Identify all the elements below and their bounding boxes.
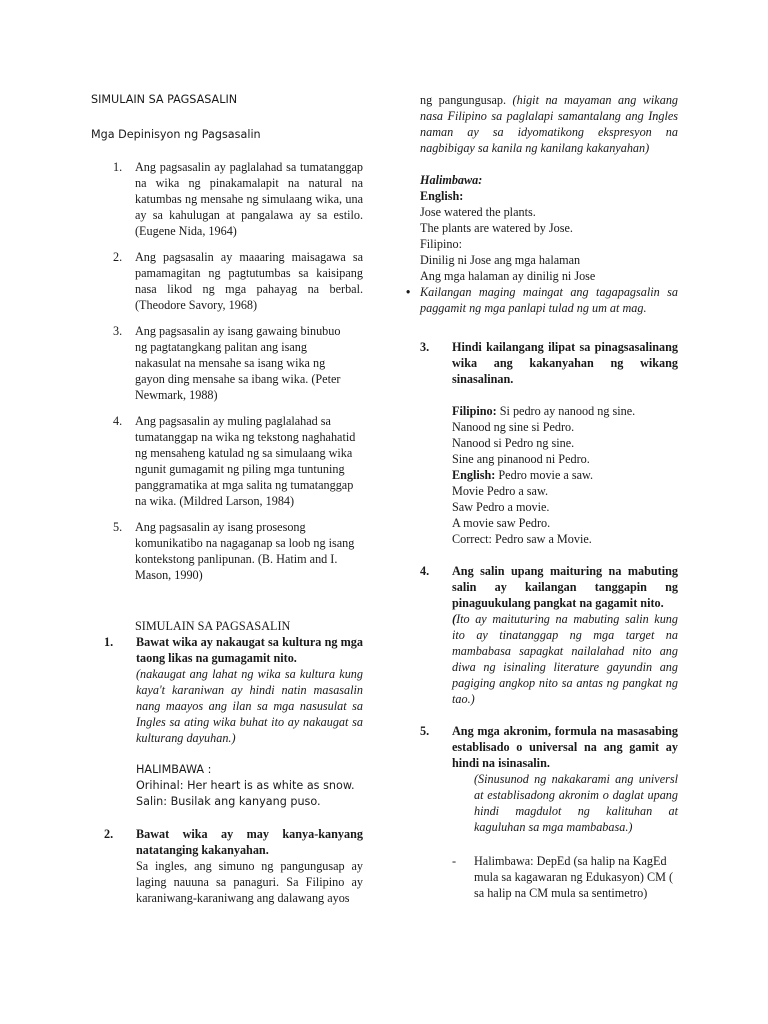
principle-4: 4. Ang salin upang maituring na mabuting salin ay kailangan tanggapin ng pinaguukulang pangkat na gagamit nito. (Ito ay maituturing na mabuting salin kung ito ay tinatanggap ng mga target na mambabasa sapagkat nailalahad nito ang diwa ng isinaling literature gayundin ang pagiging angkop nito sa antas ng pangkat ng tao.) xyxy=(420,564,678,706)
english-label: English: xyxy=(420,189,464,203)
list-item: 2. Ang pagsasalin ay maaaring maisagawa sa pamamagitan ng pagtutumbas sa kaisipang nasa likod ng mga pahayag na berbal. (Theodore Savory, 1968) xyxy=(113,250,363,312)
definitions-subheading: Mga Depinisyon ng Pagsasalin xyxy=(91,128,261,141)
list-item: 1. Ang pagsasalin ay paglalahad sa tumatanggap na wika ng pinakamalapit na natural na katumbas ng mensahe ng simulaang wika, una ay sa kahulugan at pangalawa ay sa estilo. (Eugene Nida, 1964) xyxy=(113,160,363,238)
example-line: Ang mga halaman ay dinilig ni Jose xyxy=(420,269,596,283)
principle-title: Ang salin upang maituring na mabuting salin ay kailangan tanggapin ng pinaguukulang pangkat na gagamit nito. xyxy=(452,564,678,610)
example-line: The plants are watered by Jose. xyxy=(420,221,573,235)
example-line: Sine ang pinanood ni Pedro. xyxy=(452,452,590,466)
list-item: 4. Ang pagsasalin ay muling paglalahad sa tumatanggap na wika ng tekstong naghahatid ng mensaheng katulad ng sa simulaang wika ngunit gumagamit ng piling mga tuntuning panggramatika at mga salita ng tumatanggap na wika. (Mildred Larson, 1984) xyxy=(113,414,356,508)
example-item: - Halimbawa: DepEd (sa halip na KagEd mula sa kagawaran ng Edukasyon) CM ( sa halip na CM mula sa sentimetro) xyxy=(452,854,674,900)
example-line: A movie saw Pedro. xyxy=(452,516,551,530)
dash-glyph: - xyxy=(452,854,457,868)
left-column xyxy=(91,92,363,906)
example-line: Movie Pedro a saw. xyxy=(452,484,549,498)
principle-note: (Sinusunod ng nakakarami ang universl at establisadong akronim o daglat upang hindi magdulot ng kalituhan at kaguluhan sa mga mambabasa.) xyxy=(474,772,678,834)
principle-2: 2. Bawat wika ay may kanya-kanyang natatanging kakanyahan. Sa ingles, ang simuno ng pangungusap ay laging nauuna sa panaguri. Sa Filipino ay karaniwang-karaniwang ang dalawang ayos xyxy=(104,827,363,905)
principle-note: (nakaugat ang lahat ng wika sa kultura kung kaya't karaniwan ay hindi natin masasalin nang maayos ang ilan sa mga nasusulat sa Ingles sa ating wika buhat ito ay nakaugat sa kulturang dayuhan.) xyxy=(136,667,363,745)
principle-title: Ang mga akronim, formula na masasabing establisado o universal na ang gamit ay hindi na isinasalin. xyxy=(452,724,678,770)
principle-title: Bawat wika ay may kanya-kanyang natatanging kakanyahan. xyxy=(136,827,363,857)
example-line: Dinilig ni Jose ang mga halaman xyxy=(420,253,581,267)
right-column xyxy=(406,92,679,901)
principle-5: 5. Ang mga akronim, formula na masasabing establisado o universal na ang gamit ay hindi na isinasalin. (Sinusunod ng nakakarami ang universl at establisadong akronim o daglat upang hindi magdulot ng kalituhan at kaguluhan sa mga mambabasa.) - Halimbawa: DepEd (sa halip na KagEd mula sa kagawaran ng Edukasyon) CM ( sa halip na CM mula sa sentimetro) xyxy=(420,724,678,900)
list-item: 3. Ang pagsasalin ay isang gawaing binubuo ng pagtatangkang palitan ang isang nakasulat na mensahe sa isang wika ng gayon ding mensahe sa ibang wika. (Peter Newmark, 1988) xyxy=(113,324,341,402)
list-item: 5. Ang pagsasalin ay isang prosesong komunikatibo na nagaganap sa loob ng isang kontekstong panlipunan. (B. Hatim and I. Mason, 1990) xyxy=(113,520,355,582)
simulain-section xyxy=(91,618,363,906)
principle-title: Hindi kailangang ilipat sa pinagsasalinang wika ang kakanyahan ng wikang sinasalinan. xyxy=(452,340,678,386)
bullet-glyph: • xyxy=(406,285,411,299)
definitions-list xyxy=(91,159,363,583)
example-label: Halimbawa: xyxy=(420,173,483,187)
filipino-example: Filipino: Si pedro ay nanood ng sine. xyxy=(452,404,636,418)
example-line: Orihinal: Her heart is as white as snow. xyxy=(136,779,355,792)
principle-body: Sa ingles, ang simuno ng pangungusap ay laging nauuna sa panaguri. Sa Filipino ay karaniwang-karaniwang ang dalawang ayos xyxy=(136,859,363,905)
example-block xyxy=(406,172,678,316)
example-line: Jose watered the plants. xyxy=(420,205,536,219)
simulain-heading: SIMULAIN SA PAGSASALIN xyxy=(135,619,291,633)
bullet-item: • Kailangan maging maingat ang tagapagsalin sa paggamit ng mga panlapi tulad ng um at mag. xyxy=(406,285,678,315)
example-line: Saw Pedro a movie. xyxy=(452,500,550,514)
example-label: HALIMBAWA : xyxy=(136,763,212,776)
example-line: Correct: Pedro saw a Movie. xyxy=(452,532,592,546)
principle-3: 3. Hindi kailangang ilipat sa pinagsasalinang wika ang kakanyahan ng wikang sinasalinan. Filipino: Si pedro ay nanood ng sine. Nanood ng sine si Pedro. Nanood si Pedro ng sine. Sine ang pinanood ni Pedro. English: Pedro movie a saw. Movie Pedro a saw. Saw Pedro a movie. A movie saw Pedro. Correct: Pedro saw a Movie. xyxy=(420,340,678,546)
example-line: Nanood si Pedro ng sine. xyxy=(452,436,575,450)
document-title: SIMULAIN SA PAGSASALIN xyxy=(91,93,238,106)
principle-note: (Ito ay maituturing na mabuting salin kung ito ay tinatanggap ng mga target na mambabasa sapagkat nailalahad nito ang diwa ng isinaling literature gayundin ang pagiging angkop nito sa antas ng pangkat ng tao.) xyxy=(452,612,678,706)
example-line: Salin: Busilak ang kanyang puso. xyxy=(136,795,321,808)
example-line: Nanood ng sine si Pedro. xyxy=(452,420,575,434)
principle-2-continued: ng pangungusap. (higit na mayaman ang wikang nasa Filipino sa paglalapi samantalang ang Ingles naman ay sa idyomatikong ekspresyon na nagbibigay sa kanila ng kanilang kakanyahan) xyxy=(420,93,679,155)
english-example: English: Pedro movie a saw. xyxy=(452,468,594,482)
filipino-label: Filipino: xyxy=(420,237,462,251)
principle-1: 1. Bawat wika ay nakaugat sa kultura ng mga taong likas na gumagamit nito. (nakaugat ang lahat ng wika sa kultura kung kaya't karaniwan ay hindi natin masasalin nang maayos ang ilan sa mga nasusulat sa Ingles sa ating wika buhat ito ay nakaugat sa kulturang dayuhan.) HALIMBAWA : Orihinal: Her heart is as white as snow. Salin: Busilak ang kanyang puso. xyxy=(104,635,363,808)
principle-title: Bawat wika ay nakaugat sa kultura ng mga taong likas na gumagamit nito. xyxy=(136,635,363,665)
